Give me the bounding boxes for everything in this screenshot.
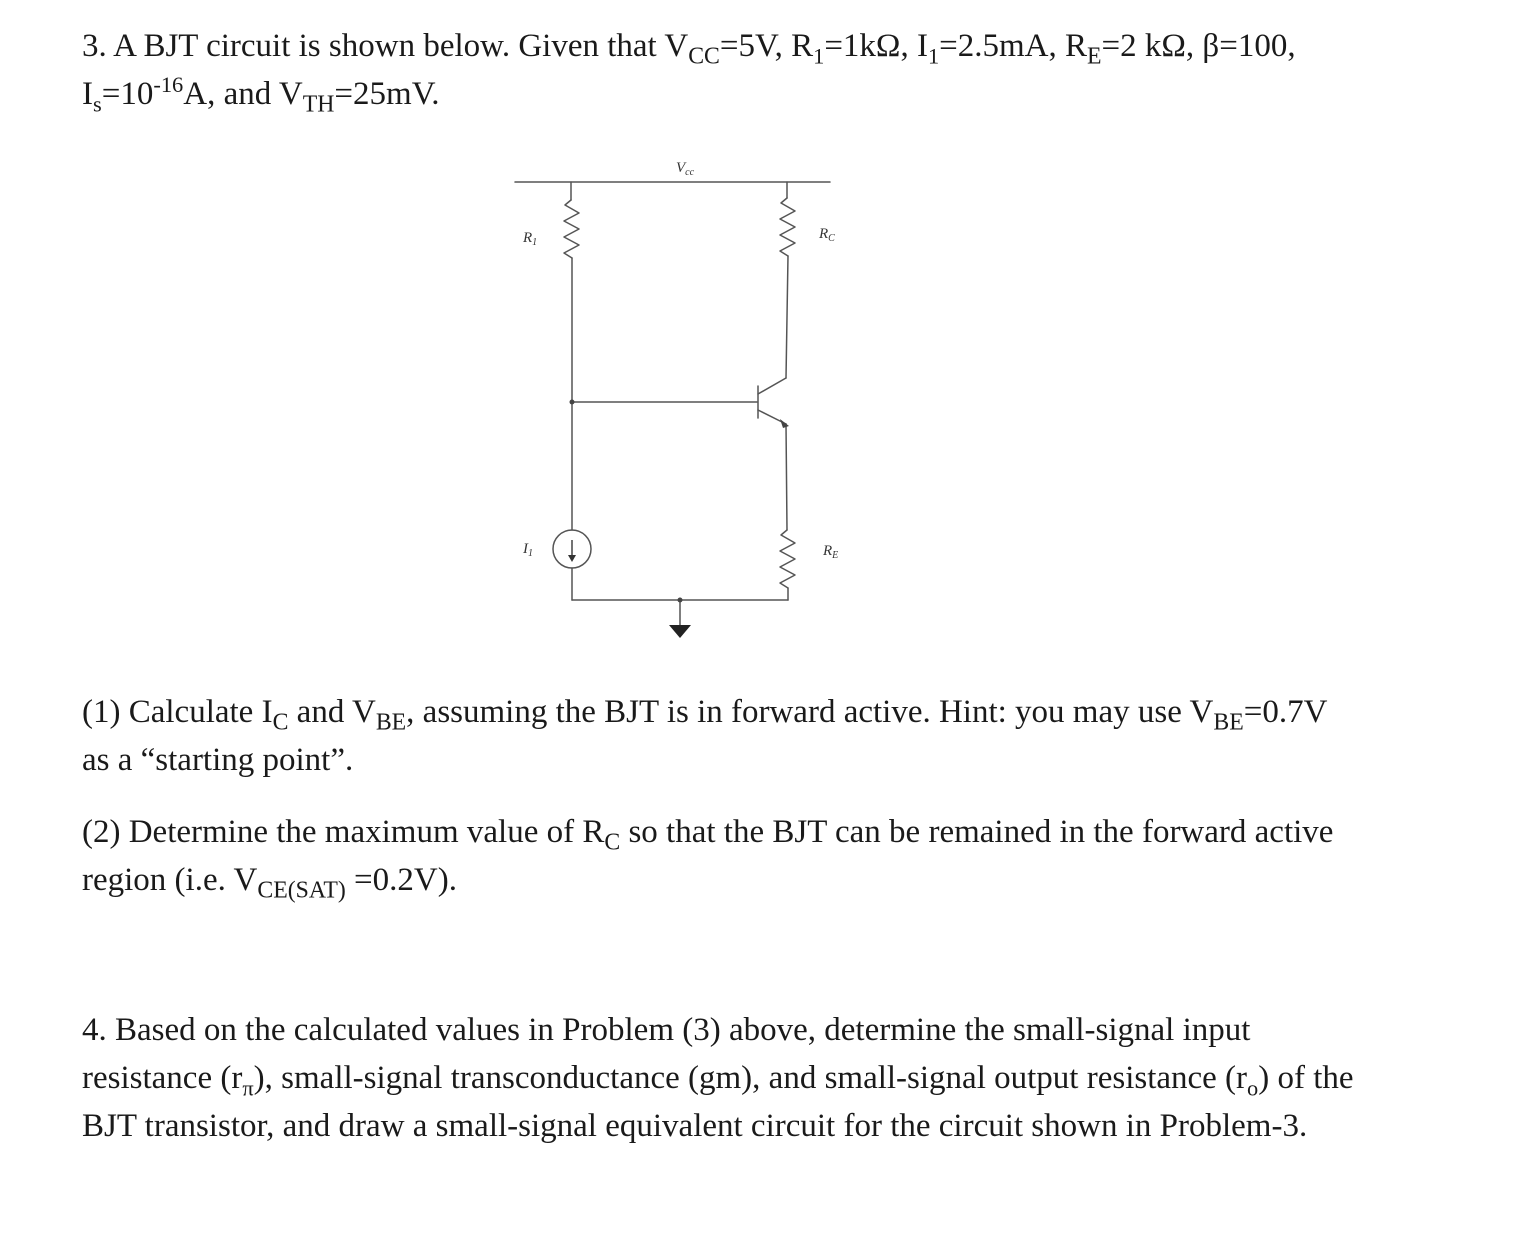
ground-symbol [669, 625, 691, 638]
label-r1: $R_1$ [523, 230, 538, 248]
problem3-statement: 3. A BJT circuit is shown below. Given that $V_{CC}=5V$, $R_1=1k\Omega$, $I_1=2.5mA$, $R_E=2$ kΩ, β=100, $I_s=10^{-16}A$, and $V_{TH}=25mV$. [82, 28, 1296, 118]
question-1: (1) Calculate $I_C$ and $V_{BE}$, assuming the BJT is in forward active. Hint: you may use $V_{BE}=0.7V$ as a “starting point”. [82, 694, 1328, 778]
label-vcc: $V_{cc}$ [676, 160, 695, 178]
rc-resistor [780, 198, 795, 256]
emitter-arrow [780, 419, 789, 428]
re-resistor [780, 530, 795, 588]
base-node-dot [570, 400, 575, 405]
transistor-collector [758, 378, 786, 394]
label-i1: $I_1$ [523, 541, 533, 559]
question-2: (2) Determine the maximum value of $R_C$ so that the BJT can be remained in the forward active region (i.e. $V_{CE(SAT)} =0.2V$). [82, 814, 1334, 904]
problem4-statement: 4. Based on the calculated values in Problem (3) above, determine the small-signal input resistance $(r_\pi)$, small-signal transconductance (gm), and small-signal output resistance $(r_o)$ of the BJT transistor, and draw a small-signal equivalent circuit for the circuit shown in Problem-3. [82, 1012, 1354, 1144]
r1-resistor [564, 200, 579, 258]
label-re: $R_E$ [823, 543, 839, 561]
label-rc: $R_C$ [819, 226, 835, 244]
